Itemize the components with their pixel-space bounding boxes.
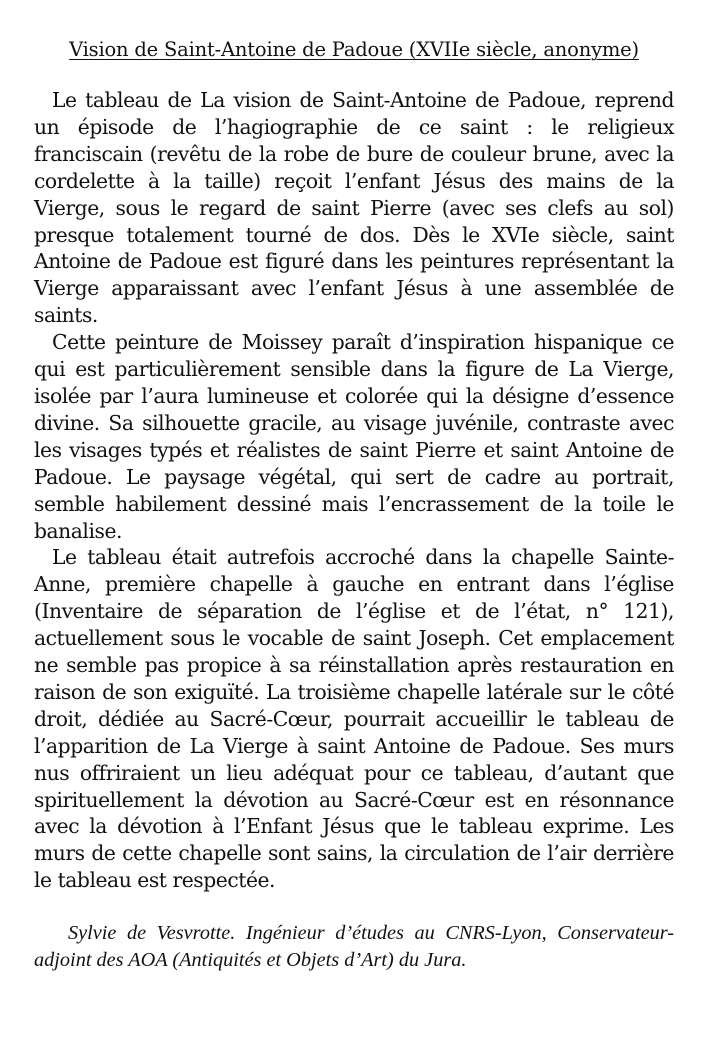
document-page: [34, 38, 674, 994]
author-signature: Sylvie de Vesvrotte. Ingénieur d’études au CNRS-Lyon, Conservateur-adjoint des AOA (Antiquités et Objets d’Art) du Jura.: [34, 922, 674, 972]
document-title: Vision de Saint-Antoine de Padoue (XVIIe siècle, anonyme): [69, 38, 639, 61]
paragraph-1: Le tableau de La vision de Saint-Antoine de Padoue, reprend un épisode de l’hagiographie de ce saint : le religieux franciscain (revêtu de la robe de bure de couleur brune, avec la cordelette à la taille) reçoit l’enfant Jésus des mains de la Vierge, sous le regard de saint Pierre (avec ses clefs au sol) presque totalement tourné de dos. Dès le XVIe siècle, saint Antoine de Padoue est figuré dans les peintures représentant la Vierge apparaissant avec l’enfant Jésus à une assemblée de saints.: [34, 88, 674, 328]
paragraph-2: Cette peinture de Moissey paraît d’inspiration hispanique ce qui est particulièrement sensible dans la figure de La Vierge, isolée par l’aura lumineuse et colorée qui la désigne d’essence divine. Sa silhouette gracile, au visage juvénile, contraste avec les visages typés et réalistes de saint Pierre et saint Antoine de Padoue. Le paysage végétal, qui sert de cadre au portrait, semble habilement dessiné mais l’encrassement de la toile le banalise.: [34, 330, 674, 543]
paragraph-3: Le tableau était autrefois accroché dans la chapelle Sainte-Anne, première chapelle à gauche en entrant dans l’église (Inventaire de séparation de l’église et de l’état, n° 121), actuellement sous le vocable de saint Joseph. Cet emplacement ne semble pas propice à sa réinstallation après restauration en raison de son exiguïté. La troisième chapelle latérale sur le côté droit, dédiée au Sacré-Cœur, pourrait accueillir le tableau de l’apparition de La Vierge à saint Antoine de Padoue. Ses murs nus offriraient un lieu adéquat pour ce tableau, d’autant que spirituellement la dévotion au Sacré-Cœur est en résonnance avec la dévotion à l’Enfant Jésus que le tableau exprime. Les murs de cette chapelle sont sains, la circulation de l’air derrière le tableau est respectée.: [34, 545, 674, 893]
